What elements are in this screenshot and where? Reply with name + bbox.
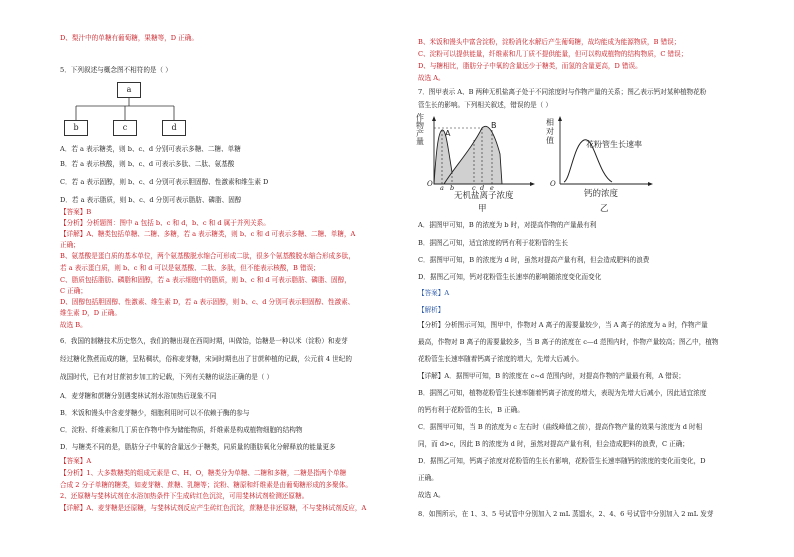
text-line: D、与糖相比，脂肪分子中氧的含量远少于糖类，而氢的含量更高，D 错误。 bbox=[418, 62, 642, 70]
explanation-text: 正确。 bbox=[418, 474, 438, 482]
choose-answer: 故选 B。 bbox=[60, 321, 87, 329]
explanation-text: 若 a 表示蛋白质，则 b、c 和 d 可以是氨基酸、二肽、多肽，但不能表示核酸，B 错误； bbox=[60, 264, 320, 272]
option-b: B．据图乙可知，适宜浓度的钙有利于花粉管的生长 bbox=[418, 239, 568, 247]
text-line: B、米饭和馒头中富含淀粉，淀粉消化水解后产生葡萄糖，故均能成为能源物质，B 错误； bbox=[418, 38, 681, 46]
chart-jia-xlabel: 无机盐离子浓度 bbox=[454, 191, 514, 201]
x-axis-arrow bbox=[530, 182, 535, 186]
chart-jia-tick: e bbox=[490, 184, 494, 192]
option-c: C．若 a 表示固醇，则 b、c、d 分别可表示胆固醇、性激素和维生素 D bbox=[60, 178, 269, 186]
option-c: C．据图甲可知，B 的浓度为 d 时，虽然对提高产量有利，但会造成肥料的浪费 bbox=[418, 256, 650, 264]
explanation-text: D、固醇包括胆固醇、性激素、维生素 D，若 a 表示固醇，则 b、c、d 分别可表示胆固醇、性激素、 bbox=[60, 298, 355, 306]
option-c: C．淀粉、纤维素和几丁质在作物中作为储能物质，纤维素是构成植物细胞的结构物 bbox=[60, 426, 303, 434]
chart-jia-caption: 甲 bbox=[478, 204, 487, 214]
option-b: B．若 a 表示核酸，则 b、c、d 可表示多肽、二肽、氨基酸 bbox=[60, 160, 235, 168]
question-6-text: 战国时代，已有对甘蔗初步加工的记载，下列有关糖的说法正确的是（ ） bbox=[60, 373, 274, 381]
analysis-text: 合成 2 分子单糖的糖类，如麦芽糖、蔗糖、乳糖等；淀粉、糖原和纤维素是由葡萄糖形成的多聚体。 bbox=[60, 481, 352, 489]
answer-label: 【答案】A bbox=[418, 289, 450, 297]
explanation-text: 维生素 D，D 正确。 bbox=[60, 309, 121, 317]
question-6-text: 经过糖化熬煮而成的糖，呈粘稠状，俗称麦芽糖，宋词时期也出了甘蔗种植的记载，公元前 4 世纪的 bbox=[60, 355, 352, 363]
question-6-text: 6．我国的制糖技术历史悠久，我们的糖出现在西周时期，叫做饴，饴糖是一种以米（淀粉）和麦芽 bbox=[60, 337, 348, 345]
analysis-text: 最高，作物对 B 离子的需要量较多，当 B 离子的浓度在 c—d 范围内时，作物产量较高；图乙中，植物 bbox=[418, 338, 719, 346]
right-column bbox=[418, 0, 778, 557]
analysis-text: 花粉管生长速率随着钙离子浓度的增大，先增大后减小。 bbox=[418, 355, 583, 363]
explanation-text: B．据图乙可知，植物花粉管生长速率随着钙离子浓度的增大，表现为先增大后减小，因此适宜浓度 bbox=[418, 389, 707, 397]
explanation-text: B、氨基酸是蛋白质的基本单位，两个氨基酸脱水缩合可形成二肽，很多个氨基酸脱水缩合形成多肽， bbox=[60, 252, 355, 260]
option-a: A．若 a 表示糖类，则 b、c、d 分别可表示多糖、二糖、单糖 bbox=[60, 145, 241, 153]
curve-b-area bbox=[444, 126, 502, 184]
text-line: C、淀粉可以提供能量，纤维素和几丁质不提供能量，但可以构成植物的结构物质，C 错误； bbox=[418, 50, 688, 58]
chart-jia-tick: a bbox=[440, 184, 444, 192]
chart-jia-curve-b-label: B bbox=[491, 121, 497, 130]
tree-node-d: d bbox=[162, 120, 186, 136]
analysis-text: 【分析】分析图示可知，图甲中，作物对 A 离子的需要量较少，当 A 离子的浓度为 a 时，作物产量 bbox=[418, 321, 708, 329]
option-a: A．据图甲可知，B 的浓度为 b 时，对提高作物的产量最有利 bbox=[418, 221, 597, 229]
chart-yi-origin: O bbox=[550, 180, 556, 188]
chart-jia-ylabel: 作物产量 bbox=[416, 113, 424, 146]
explanation-text: 正确； bbox=[60, 241, 80, 249]
explanation-text: 【详解】A、糖类包括单糖、二糖、多糖，若 a 表示糖类，则 b、c 和 d 可表示多糖、二糖、单糖，A bbox=[60, 230, 356, 238]
option-d: D．据图乙可知，钙对花粉管生长速率的影响随浓度变化而变化 bbox=[418, 273, 602, 281]
tree-node-a: a bbox=[117, 82, 141, 98]
option-a: A．麦芽糖和蔗糖分别遇斐林试剂水浴加热后现象不同 bbox=[60, 392, 217, 400]
chart-yi bbox=[548, 114, 654, 214]
question-5-title: 5．下列叙述与概念图不相符的是（ ） bbox=[60, 66, 172, 74]
chart-jia-tick: d bbox=[480, 184, 485, 192]
question-8-text: 8．如图所示，在 1、3、5 号试管中分别加入 2 mL 蒸馏水，2、4、6 号试管中分别加入 2 mL 发芽 bbox=[418, 510, 714, 518]
y-axis-arrow bbox=[432, 116, 436, 121]
explanation-text: 的钙有利于花粉管的生长，B 正确。 bbox=[418, 406, 524, 414]
option-b: B．米饭和馒头中含麦芽糖少，细胞利用时可以不依赖于酶的参与 bbox=[60, 409, 250, 417]
explanation-text: 同，而 d>c，因此 B 的浓度为 d 时，虽然对提高产量有利，但会造成肥料的浪费，C 正确； bbox=[418, 440, 689, 448]
answer-label: 【答案】A bbox=[60, 457, 92, 465]
explanation-text: 【详解】A．据图甲可知，B 的浓度在 c~d 范围内时，对提高作物的产量最有利，A 错误； bbox=[418, 372, 685, 380]
answer-label: 【答案】B bbox=[60, 208, 92, 216]
chart-jia-origin: O bbox=[427, 180, 433, 188]
chart-jia-curve-a-label: A bbox=[445, 129, 451, 138]
tree-node-b: b bbox=[64, 120, 88, 136]
choose-answer: 故选 A。 bbox=[418, 74, 445, 82]
analysis-text: 2、还原糖与斐林试剂在水浴加热条件下生成砖红色沉淀，可用斐林试剂检测还原糖。 bbox=[60, 492, 309, 500]
question-7-text: 7．图甲表示 A、B 两种无机盐离子处于不同浓度时与作物产量的关系；图乙表示钙对某种植物花粉 bbox=[418, 88, 707, 96]
chart-yi-caption: 乙 bbox=[600, 204, 609, 214]
option-d: D．与糖类不同的是，脂肪分子中氧的含量远少于糖类，同质量的脂肪氧化分解释放的能量更多 bbox=[60, 443, 336, 451]
analysis-text: 【分析】分析题图：图中 a 包括 b、c 和 d，b、c 和 d 属于并列关系。 bbox=[60, 219, 270, 227]
option-d: D．若 a 表示脂质，则 b、c、d 分别可表示脂肪、磷脂、固醇 bbox=[60, 196, 242, 204]
chart-yi-xlabel: 钙的浓度 bbox=[584, 189, 619, 199]
explanation-text: C 正确； bbox=[60, 287, 87, 295]
x-axis-arrow bbox=[648, 182, 653, 186]
explanation-text: 【详解】A、麦芽糖是还原糖，与斐林试剂反应产生砖红色沉淀，蔗糖是非还原糖，不与斐林试剂反应，A bbox=[60, 504, 367, 512]
text-line: D、梨汁中的单糖有葡萄糖，果糖等，D 正确。 bbox=[60, 34, 198, 42]
tree-node-c: c bbox=[113, 120, 137, 136]
explanation-text: D．据图乙可知，钙离子浓度对花粉管的生长有影响，花粉管生长速率随钙的浓度的变化而变化，D bbox=[418, 457, 706, 465]
chart-yi-ylabel: 相对值 bbox=[546, 118, 554, 145]
solution-label: 【解析】 bbox=[418, 306, 445, 314]
chart-jia-tick: b bbox=[450, 184, 455, 192]
chart-jia-tick: c bbox=[472, 184, 476, 192]
chart-yi-curve-label: 花粉管生长速率 bbox=[586, 140, 642, 149]
y-axis-arrow bbox=[558, 116, 562, 121]
choose-answer: 故选 A。 bbox=[418, 491, 445, 499]
left-column bbox=[60, 0, 420, 557]
explanation-text: C．据图甲可知，当 B 的浓度为 c 左右时（曲线峰值之前），提高作物产量的效果与浓度为 d 时相 bbox=[418, 423, 703, 431]
question-7-text: 管生长的影响。下列相关叙述，错误的是（ ） bbox=[418, 101, 552, 109]
explanation-text: C、脂质包括脂肪、磷脂和固醇，若 a 表示细胞中的脂质，则 b、c 和 d 可表示脂肪、磷脂、固醇， bbox=[60, 276, 351, 284]
analysis-text: 【分析】1、大多数糖类的组成元素是 C、H、O，糖类分为单糖、二糖和多糖，二糖是指两个单糖 bbox=[60, 469, 347, 477]
